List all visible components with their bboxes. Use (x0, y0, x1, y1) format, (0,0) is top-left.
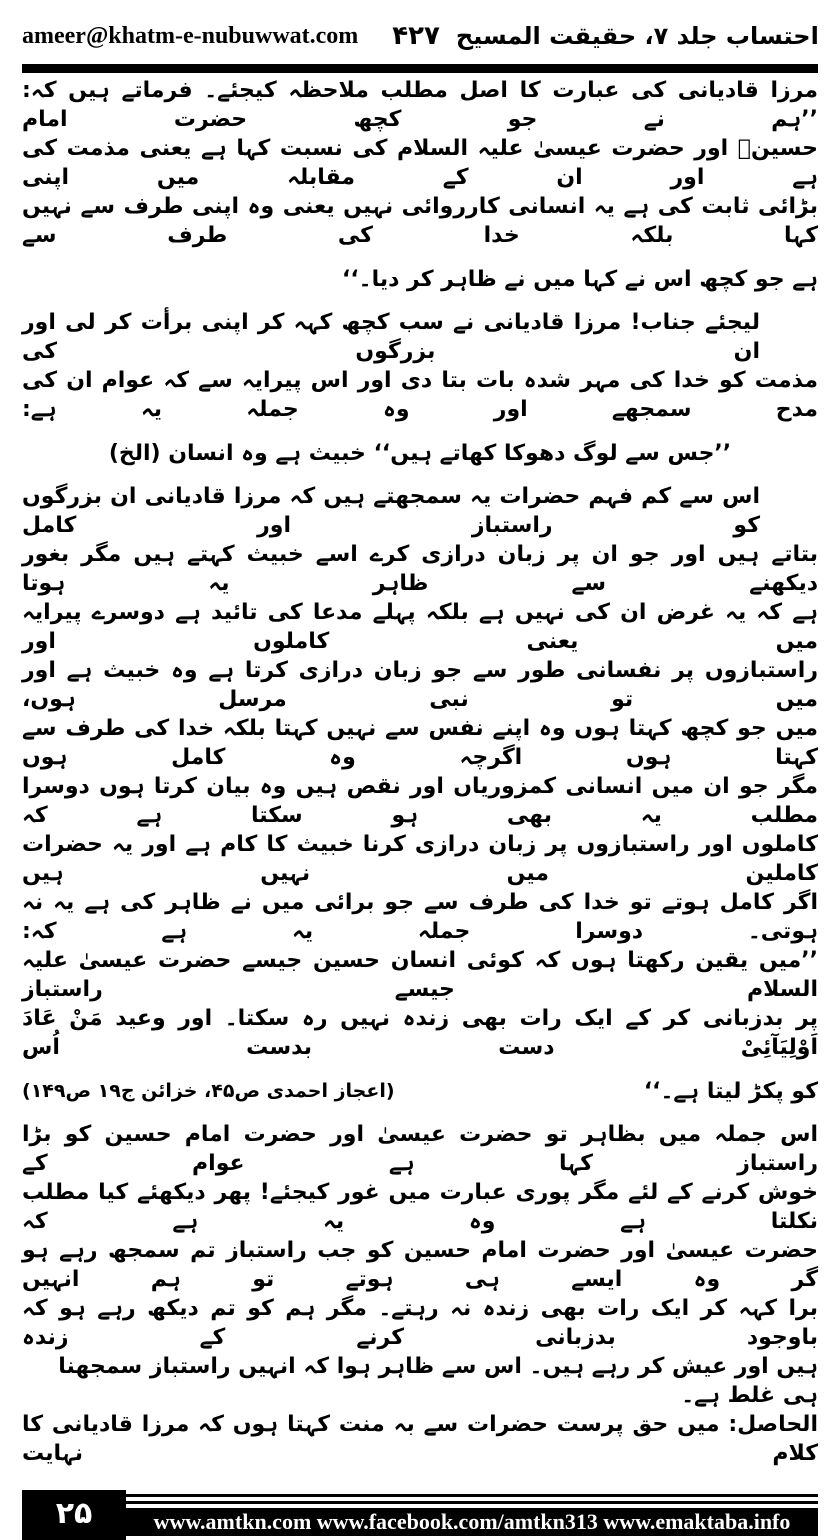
text-line (22, 1236, 818, 1294)
header-page-number: ۴۲۷ (392, 21, 440, 51)
text-line (22, 1062, 818, 1120)
text-line-content: مرزا قادیانی کی عبارت کا اصل مطلب ملاحظہ کیجئے۔ فرماتے ہیں کہ: ’’ہم نے جو کچھ حضرت امام (22, 78, 818, 132)
text-line-content: اگر کامل ہوتے تو خدا کی طرف سے جو برائی میں نے ظاہر کی ہے یہ نہ ہوتی۔ دوسرا جملہ یہ ہے کہ: (22, 890, 818, 944)
text-line-content: حسینؓ اور حضرت عیسیٰ علیہ السلام کی نسبت کہا ہے یعنی مذمت کی ہے اور ان کے مقابلہ میں اپنی (22, 136, 818, 190)
text-line-content: ’’جس سے لوگ دھوکا کھاتے ہیں‘‘ خبیث ہے وہ انسان (الخ) (108, 440, 732, 466)
text-line (22, 366, 818, 424)
text-line-content: خوش کرنے کے لئے مگر پوری عبارت میں غور کیجئے! پھر دیکھئے کیا مطلب نکلتا ہے وہ یہ ہے کہ (22, 1180, 818, 1234)
text-line-content: برا کہہ کر ایک رات بھی زندہ نہ رہتے۔ مگر ہم کو تم دیکھ رہے ہو کہ باوجود بدزبانی کرنے کے زندہ (22, 1296, 818, 1350)
header-book-title: احتساب جلد ۷، حقیقت المسیح (455, 22, 819, 50)
citation-reference: (اعجاز احمدی ص۴۵، خزائن ج۱۹ ص۱۴۹) (22, 1079, 395, 1102)
footer-page-number: ۲۵ (22, 1490, 126, 1540)
text-line-content: اس سے کم فہم حضرات یہ سمجھتے ہیں کہ مرزا قادیانی ان بزرگوں کو راستباز اور کامل (22, 484, 760, 538)
text-line-content: ہیں اور عیش کر رہے ہیں۔ اس سے ظاہر ہوا کہ انہیں راستباز سمجھنا ہی غلط ہے۔ (58, 1354, 818, 1408)
text-line-content: ہے کہ یہ غرض ان کی نہیں ہے بلکہ پہلے مدعا کی تائید ہے دوسرے پیرایہ میں یعنی کاملوں اور (22, 600, 818, 654)
text-line (22, 308, 818, 366)
text-line (22, 1352, 818, 1410)
text-line-content: بتاتے ہیں اور جو ان پر زبان درازی کرے اسے خبیث کہتے ہیں مگر بغور دیکھنے سے ظاہر یہ ہوتا (22, 542, 818, 596)
text-line-content: الحاصل: میں حق پرست حضرات سے بہ منت کہتا ہوں کہ مرزا قادیانی کا کلام نہایت (22, 1412, 818, 1466)
text-line-content: کو پکڑ لیتا ہے۔‘‘ (643, 1078, 818, 1104)
text-line-content: مذمت کو خدا کی مہر شدہ بات بتا دی اور اس پیرایہ سے کہ عوام ان کی مدح سمجھے اور وہ جملہ یہ ہے: (22, 368, 818, 422)
text-line-content: ہے جو کچھ اس نے کہا میں نے ظاہر کر دیا۔‘‘ (341, 266, 818, 292)
text-line (22, 76, 818, 134)
text-line (22, 540, 818, 598)
text-line (22, 772, 818, 830)
text-line (22, 1004, 818, 1062)
text-line-content: بڑائی ثابت کی ہے یہ انسانی کارروائی نہیں یعنی وہ اپنی طرف سے نہیں کہا بلکہ خدا کی طرف سے (22, 194, 818, 248)
text-line (22, 598, 818, 656)
text-line-content: اس جملہ میں بظاہر تو حضرت عیسیٰ اور حضرت امام حسین کو بڑا راستباز کہا ہے عوام کے (22, 1122, 818, 1176)
header-rule (22, 64, 818, 73)
footer-rule (126, 1501, 818, 1504)
text-line (22, 1410, 818, 1468)
text-line (22, 1294, 818, 1352)
footer-rule (126, 1494, 818, 1497)
page-body (22, 76, 818, 1468)
text-line (22, 946, 818, 1004)
text-line-content: راستبازوں پر نفسانی طور سے جو زبان درازی کرتا ہے وہ خبیث ہے اور میں تو نبی مرسل ہوں، (22, 658, 818, 712)
text-line-content: لیجئے جناب! مرزا قادیانی نے سب کچھ کہہ کر اپنی برأت کر لی اور ان بزرگوں کی (22, 310, 760, 364)
text-line (22, 830, 818, 888)
text-line (22, 714, 818, 772)
text-line (22, 134, 818, 192)
text-line-content: مگر جو ان میں انسانی کمزوریاں اور نقص ہیں وہ بیان کرتا ہوں دوسرا مطلب یہ بھی ہو سکتا ہے کہ (22, 774, 818, 828)
text-line (22, 1178, 818, 1236)
text-line-content: کاملوں اور راستبازوں پر زبان درازی کرنا خبیث کا کام ہے اور یہ حضرات کاملین میں نہیں ہیں (22, 832, 818, 886)
text-line (22, 1120, 818, 1178)
text-line (22, 424, 818, 482)
text-line-content: میں جو کچھ کہتا ہوں وہ اپنے نفس سے نہیں کہتا بلکہ خدا کی طرف سے کہتا ہوں اگرچہ وہ کامل ہوں (22, 716, 818, 770)
text-line (22, 482, 818, 540)
text-line-content: پر بدزبانی کر کے ایک رات بھی زندہ نہیں رہ سکتا۔ اور وعید مَنْ عَادَ اَوْلِیَآئِیْ دست بدست اُس (22, 1006, 818, 1060)
text-line-content: حضرت عیسیٰ اور حضرت امام حسین کو جب راستباز تم سمجھ رہے ہو گر وہ ایسے ہی ہوتے تو ہم انہیں (22, 1238, 818, 1292)
text-line (22, 888, 818, 946)
footer-links: www.amtkn.com www.facebook.com/amtkn313 www.emaktaba.info (126, 1508, 818, 1536)
text-line (22, 656, 818, 714)
text-line (22, 250, 818, 308)
text-line-content: ’’میں یقین رکھتا ہوں کہ کوئی انسان حسین جیسے حضرت عیسیٰ علیہ السلام جیسے راستباز (22, 948, 818, 1002)
header-email: ameer@khatm-e-nubuwwat.com (22, 22, 359, 49)
text-line (22, 192, 818, 250)
